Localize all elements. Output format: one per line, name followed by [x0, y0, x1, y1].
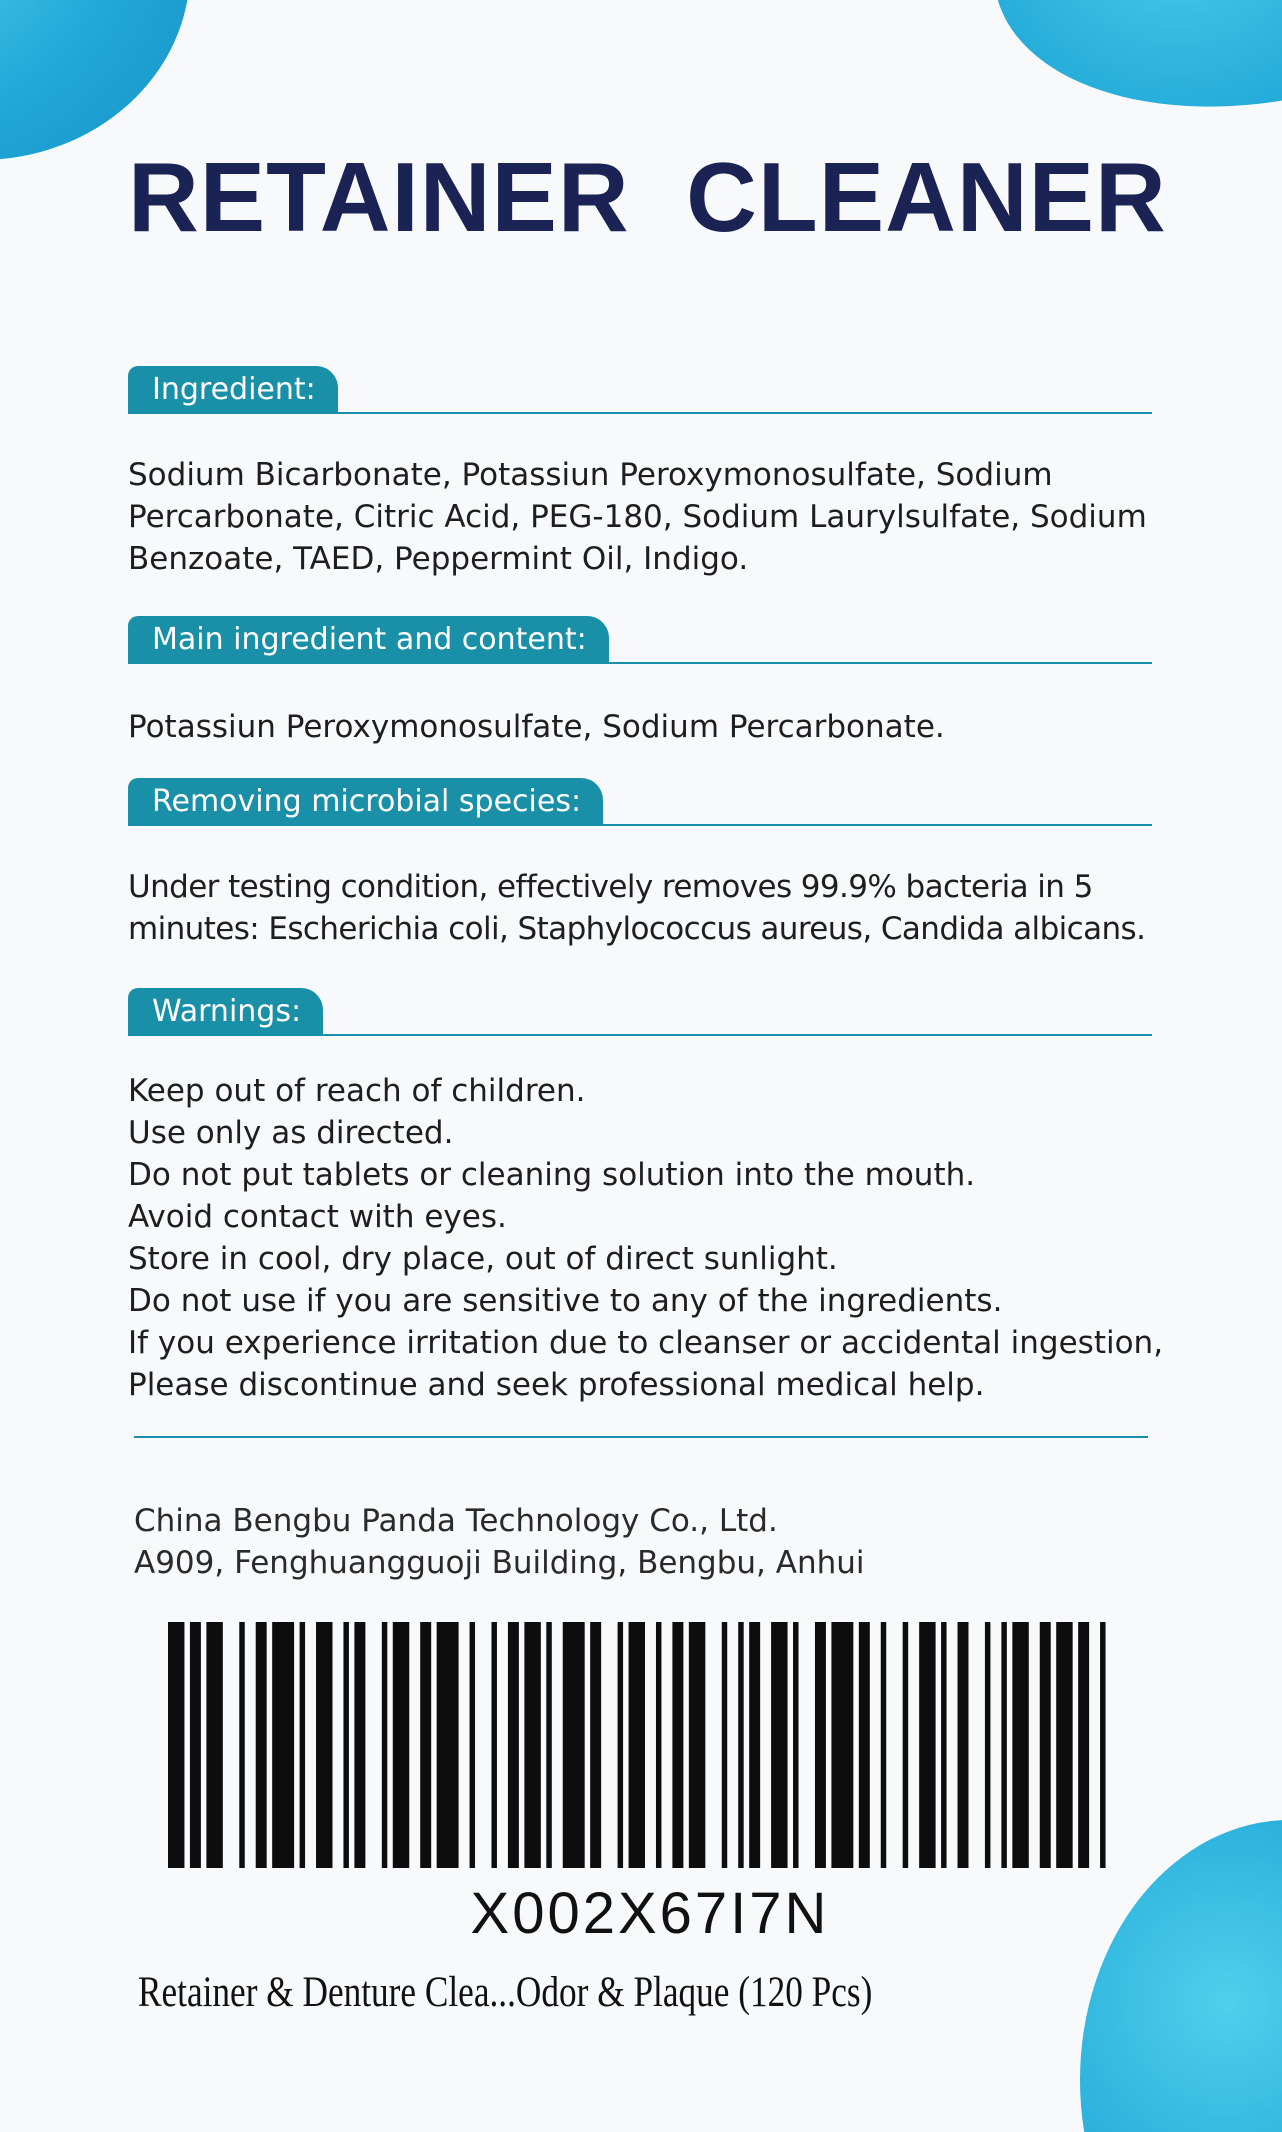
barcode-bar [815, 1622, 826, 1868]
main-ingredient-text: Potassiun Peroxymonosulfate, Sodium Percarbonate. [128, 709, 945, 745]
barcode-bar [420, 1622, 431, 1868]
barcode-bar [546, 1622, 551, 1868]
ingredient-list [128, 454, 1152, 580]
barcode-bar [590, 1622, 601, 1868]
section-header-label: Main ingredient and content: [128, 616, 609, 664]
barcode-bar [881, 1622, 886, 1868]
warnings-section [128, 988, 1164, 1406]
barcode-bar [738, 1622, 743, 1868]
barcode-bar [771, 1622, 787, 1868]
warning-line: Store in cool, dry place, out of direct sunlight. [128, 1241, 838, 1277]
barcode-bar [1012, 1622, 1028, 1868]
barcode-bar [470, 1622, 475, 1868]
barcode-bar [629, 1622, 645, 1868]
warning-line: If you experience irritation due to cleanser or accidental ingestion, [128, 1325, 1164, 1361]
barcode-bar [272, 1622, 294, 1868]
barcode-bar [831, 1622, 853, 1868]
barcode-bar [1056, 1622, 1072, 1868]
section-header [128, 778, 1152, 830]
barcode-bar [382, 1622, 387, 1868]
ingredient-section [128, 366, 1152, 580]
barcode-bar [689, 1622, 705, 1868]
warning-line: Do not put tablets or cleaning solution into the mouth. [128, 1157, 976, 1193]
barcode-bar [300, 1622, 305, 1868]
warning-line: Use only as directed. [128, 1115, 454, 1151]
barcode-bar [316, 1622, 332, 1868]
barcode [168, 1622, 1122, 1868]
barcode-bar [239, 1622, 244, 1868]
barcode-bar [563, 1622, 585, 1868]
main-ingredient-section [128, 616, 1152, 748]
warnings-list [128, 1070, 1164, 1406]
barcode-bar [206, 1622, 222, 1868]
barcode-bar [168, 1622, 184, 1868]
barcode-bar [190, 1622, 201, 1868]
section-header [128, 616, 1152, 668]
section-header [128, 988, 1152, 1040]
barcode-bar [393, 1622, 409, 1868]
warning-line: Do not use if you are sensitive to any of the ingredients. [128, 1283, 1003, 1319]
barcode-bar [859, 1622, 870, 1868]
product-name-line: Retainer & Denture Clea...Odor & Plaque (120 Pcs) [138, 1969, 873, 2016]
barcode-bar [256, 1622, 267, 1868]
barcode-bar [618, 1622, 623, 1868]
warning-line: Please discontinue and seek professional medical help. [128, 1367, 985, 1403]
divider [134, 1436, 1148, 1438]
microbial-section [128, 778, 1152, 950]
section-header-label: Warnings: [128, 988, 323, 1036]
microbial-text: Under testing condition, effectively removes 99.9% bacteria in 5 minutes: Escherichia coli, Staphylococcus aureus, Candida albicans. [128, 869, 1146, 947]
warning-line: Keep out of reach of children. [128, 1073, 586, 1109]
microbial-body [128, 866, 1152, 950]
barcode-bar [985, 1622, 990, 1868]
barcode-bar [491, 1622, 496, 1868]
barcode-bar [656, 1622, 661, 1868]
barcode-bar [672, 1622, 683, 1868]
barcode-bar [524, 1622, 540, 1868]
barcode-bar [749, 1622, 760, 1868]
barcode-bar [1100, 1622, 1105, 1868]
barcode-bar [793, 1622, 798, 1868]
warning-line: Avoid contact with eyes. [128, 1199, 507, 1235]
barcode-bar [722, 1622, 727, 1868]
barcode-bar [1040, 1622, 1051, 1868]
section-header [128, 366, 1152, 418]
barcode-bar [941, 1622, 946, 1868]
product-title: RETAINER CLEANER [128, 142, 1167, 252]
barcode-bar [1078, 1622, 1089, 1868]
company-info [134, 1500, 865, 1584]
company-address: A909, Fenghuangguoji Building, Bengbu, Anhui [134, 1545, 865, 1581]
barcode-bar [903, 1622, 908, 1868]
decorative-blue-shape-top-right [962, 0, 1282, 155]
barcode-bar [508, 1622, 519, 1868]
decorative-blue-shape-top-left [0, 0, 190, 160]
ingredient-text: Sodium Bicarbonate, Potassiun Peroxymonosulfate, Sodium Percarbonate, Citric Acid, PEG-180, Sodium Laurylsulfate, Sodium Benzoate, TAED, Peppermint Oil, Indigo. [128, 457, 1147, 577]
barcode-bar [343, 1622, 348, 1868]
main-ingredient-body [128, 706, 1152, 748]
barcode-bar [958, 1622, 969, 1868]
barcode-bar [919, 1622, 935, 1868]
barcode-bar [1001, 1622, 1006, 1868]
section-header-label: Removing microbial species: [128, 778, 603, 826]
barcode-number: X002X67I7N [470, 1881, 830, 1946]
company-name: China Bengbu Panda Technology Co., Ltd. [134, 1503, 778, 1539]
section-header-label: Ingredient: [128, 366, 338, 414]
barcode-bar [354, 1622, 365, 1868]
barcode-bar [437, 1622, 459, 1868]
